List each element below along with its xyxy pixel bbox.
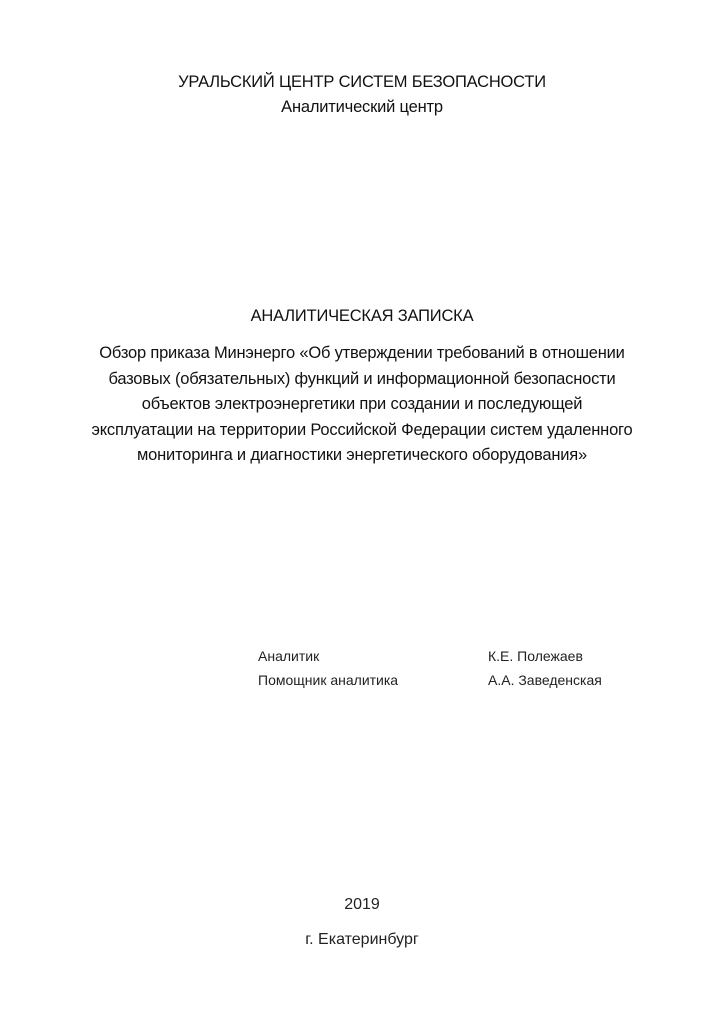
document-type: АНАЛИТИЧЕСКАЯ ЗАПИСКА xyxy=(250,307,474,325)
document-year: 2019 xyxy=(344,896,380,913)
document-city: г. Екатеринбург xyxy=(305,931,419,948)
signature-role: Аналитик xyxy=(258,648,320,664)
signature-name: А.А. Заведенская xyxy=(488,672,602,688)
signature-name: К.Е. Полежаев xyxy=(488,648,583,664)
organization-name: УРАЛЬСКИЙ ЦЕНТР СИСТЕМ БЕЗОПАСНОСТИ xyxy=(178,73,546,91)
department-name: Аналитический центр xyxy=(281,98,443,116)
document-title: Обзор приказа Минэнерго «Об утверждении требований в отношении базовых (обязательных) функций и информационной безопасности объектов электроэнергетики при создании и последующей эксплуатации на территории Российской Федерации систем удаленного мониторинга и диагностики энергетического оборудования» xyxy=(91,344,633,465)
signature-role: Помощник аналитика xyxy=(258,672,399,688)
